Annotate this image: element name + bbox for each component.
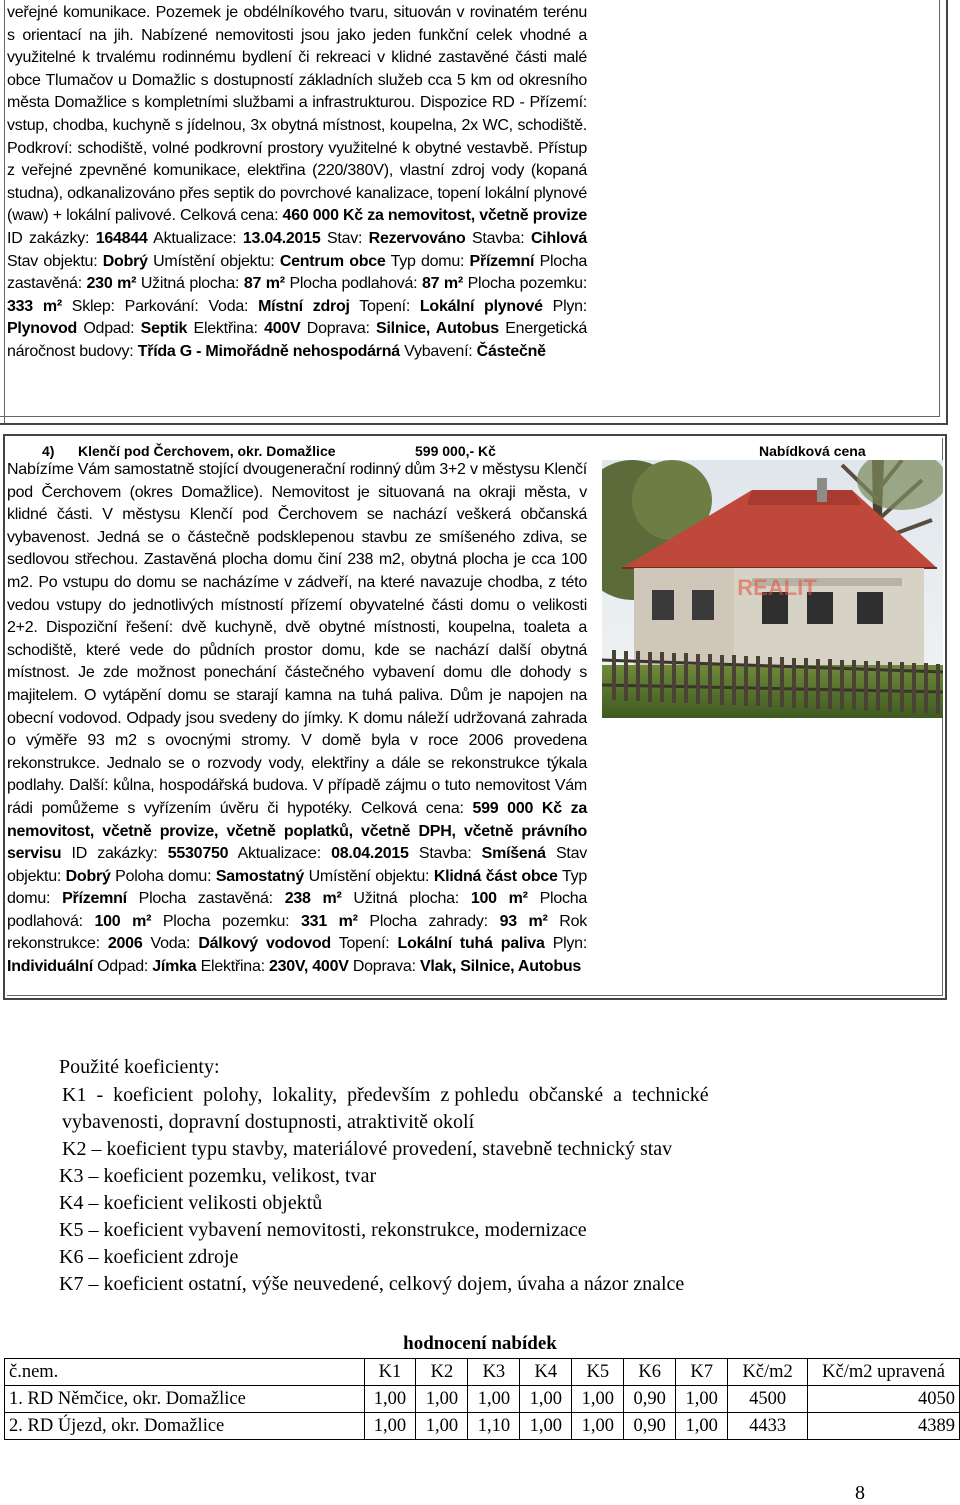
listing-location: Klenčí pod Čerchovem, okr. Domažlice	[78, 443, 336, 459]
text-run: Plocha podlahová:	[7, 890, 588, 930]
text-run: Rok rekonstrukce:	[7, 912, 588, 953]
text-run: Energetická náročnost budovy:	[7, 320, 587, 360]
text-run: Užitná plocha:	[341, 890, 471, 908]
text-run: Stav:	[320, 229, 369, 247]
text-run: Odpad:	[92, 958, 153, 976]
field-value: 164844	[95, 229, 148, 247]
field-value: 08.04.2015	[331, 845, 409, 863]
table-cell: 1,00	[572, 1413, 624, 1440]
text-run: Doprava:	[300, 320, 377, 338]
text-run: Plocha pozemku:	[151, 912, 302, 930]
text-run: Topení:	[349, 297, 420, 315]
field-value: Částečně	[476, 342, 546, 360]
text-run: Topení:	[330, 935, 398, 953]
text-run: Umístění objektu:	[304, 867, 434, 885]
text-run: Voda:	[142, 935, 199, 953]
coefficient-k4: K4 – koeficient velikosti objektů	[59, 1192, 323, 1214]
text-run: Elektřina:	[187, 320, 265, 338]
table-row	[5, 1413, 960, 1440]
field-value: Smíšená	[481, 845, 546, 863]
field-value: Vlak, Silnice, Autobus	[419, 958, 582, 976]
text-run: Nabízíme Vám samostatně stojící dvougenerační rodinný dům 3+2 v městysu Klenčí pod Čerchovem (okres Domažlice). Nemovitost je situovaná na okraji města, v klidné části. V městysu Klenčí pod Čerchovem se nachází veškerá občanská vybavenost. Jedná se o částečně podsklepenou stavbu ze smíšeného zdiva, se sedlovou střechou. Zastavěná plocha domu činí 238 m2, obytná plocha je cca 100 m2. Po vstupu do domu se nacházíme v zádveří, na které navazuje chodba, z této vedou vstupy do jednotlivých místností přízemí obyvatelné části domu o velikosti 2+2. Dispoziční řešení: dvě kuchyně, dvě obytné místnosti, koupelna, toaleta a schodiště, které vede do půdních prostor domu, kde se nachází další obytná místnost. Je zde možnost ponechání částečného vybavení domu dle dohody s majitelem. O vytápění domu se starají kamna na tuhá paliva. Dům je napojen na obecní vodovod. Odpady jsou svedeny do jímky. K domu náleží udržovaná zahrada o výměře 93 m2 s ovocnými stromy. V domě byla v roce 2006 provedena rekonstrukce. Jednalo se o rozvody vody, elektřiny a dále se rekonstrukce týkala podlahy. Další: kůlna, hospodářská budova. V případě zájmu o tuto nemovitost Vám rádi pomůžeme s vyřízením úvěru či hypotéky. Celková cena:	[7, 461, 587, 817]
field-value: Samostatný	[215, 867, 305, 885]
table-cell: 4050	[808, 1386, 960, 1413]
photo-watermark: REALIT	[737, 575, 817, 600]
table-cell: 1,00	[520, 1386, 572, 1413]
table-cell: 4500	[728, 1386, 808, 1413]
field-value: Centrum obce	[279, 252, 386, 270]
text-run: Stavba:	[408, 845, 482, 863]
field-value: 87 m²	[243, 275, 285, 293]
field-value: Dobrý	[102, 252, 148, 270]
field-value: 230V, 400V	[268, 958, 349, 976]
table-cell: 1. RD Němčice, okr. Domažlice	[5, 1386, 365, 1413]
text-run: Odpad:	[77, 320, 141, 338]
table-cell: 0,90	[624, 1386, 676, 1413]
field-value: Klidná část obce	[433, 867, 558, 885]
text-run: Vybavení:	[399, 342, 477, 360]
field-value: 333 m²	[7, 297, 62, 315]
field-value: 230 m²	[86, 275, 137, 293]
table-cell: 1,00	[364, 1386, 416, 1413]
listing-4-description	[7, 459, 587, 979]
table-header-row	[5, 1359, 960, 1386]
field-value: Individuální	[7, 958, 93, 976]
coefficient-k6: K6 – koeficient zdroje	[59, 1246, 239, 1268]
text-run: Sklep: Parkování: Voda:	[61, 297, 259, 315]
table-cell: 1,00	[520, 1413, 572, 1440]
header-cell: Kč/m2 upravená	[808, 1359, 960, 1386]
table-cell: 1,10	[468, 1413, 520, 1440]
house-photo	[602, 460, 943, 718]
table-cell: 1,00	[416, 1413, 468, 1440]
field-value: Lokální plynové	[419, 297, 543, 315]
header-cell: K1	[364, 1359, 416, 1386]
text-run: Plocha podlahová:	[284, 275, 422, 293]
field-value: Rezervováno	[368, 229, 466, 247]
text-run: ID zakázky:	[7, 229, 96, 247]
text-run: veřejné komunikace. Pozemek je obdélníkového tvaru, situován v rovinatém terénu s orientací na jih. Nabízené nemovitosti jsou jako jeden funkční celek vhodné a využitelné k trvalému rodinnému bydlení či rekreaci v klidné zastavěné části malé obce Tlumačov u Domažlic s dostupností základních služeb cca 5 km od okresního města Domažlice s kompletními službami a infrastrukturou. Dispozice RD - Přízemí: vstup, chodba, kuchyně s jídelnou, 3x obytná místnost, koupelna, 2x WC, schodiště. Podkroví: schodiště, volné podkrovní prostory využitelné k obytné vestavbě. Přístup z veřejné zpevněné komunikace, elektřina (220/380V), vlastní zdroj vody (kopaná studna), odkanalizováno přes septik do povrchové kanalizace, topení lokální plynové (waw) + lokální palivové. Celková cena:	[7, 4, 587, 225]
price-label: Nabídková cena	[759, 443, 866, 459]
table-cell: 0,90	[624, 1413, 676, 1440]
text-run: Plyn:	[542, 297, 587, 315]
text-run: Plocha zahrady:	[357, 912, 500, 930]
field-value: 460 000 Kč za nemovitost, včetně provize	[282, 207, 587, 225]
table-cell: 4389	[808, 1413, 960, 1440]
header-cell: Kč/m2	[728, 1359, 808, 1386]
header-cell: K7	[676, 1359, 728, 1386]
field-value: 100 m²	[94, 912, 152, 930]
page-number: 8	[855, 1482, 865, 1504]
header-cell: K6	[624, 1359, 676, 1386]
field-value: 13.04.2015	[242, 229, 321, 247]
field-value: 400V	[264, 320, 301, 338]
field-value: Místní zdroj	[258, 297, 350, 315]
table-cell: 1,00	[572, 1386, 624, 1413]
text-run: Užitná plocha:	[136, 275, 244, 293]
text-run: Elektřina:	[196, 958, 269, 976]
field-value: Dálkový vodovod	[198, 935, 331, 953]
field-value: Přízemní	[469, 252, 535, 270]
field-value: Plynovod	[7, 320, 78, 338]
table-row	[5, 1386, 960, 1413]
field-value: 87 m²	[421, 275, 463, 293]
field-value: 599 000 Kč za nemovitost, včetně provize, včetně poplatků, včetně DPH, včetně právního servisu	[7, 799, 588, 863]
text-run: Aktualizace:	[228, 845, 332, 863]
coefficient-k3: K3 – koeficient pozemku, velikost, tvar	[59, 1165, 377, 1187]
field-value: Přízemní	[62, 890, 127, 908]
field-value: Třída G - Mimořádně nehospodárná	[137, 342, 400, 360]
listing-3-description	[7, 2, 587, 364]
text-run: Plocha pozemku:	[462, 275, 588, 293]
text-run: Umístění objektu:	[147, 252, 280, 270]
table-cell: 1,00	[416, 1386, 468, 1413]
header-cell: K2	[416, 1359, 468, 1386]
field-value: 2006	[107, 935, 143, 953]
table-cell: 1,00	[468, 1386, 520, 1413]
header-cell: K4	[520, 1359, 572, 1386]
box-border	[4, 0, 5, 423]
field-value: 100 m²	[470, 890, 528, 908]
coefficient-k2: K2 – koeficient typu stavby, materiálové provedení, stavebně technický stav	[62, 1138, 673, 1160]
field-value: 93 m²	[499, 912, 548, 930]
field-value: Silnice, Autobus	[376, 320, 499, 338]
header-cell: č.nem.	[5, 1359, 365, 1386]
table-title: hodnocení nabídek	[403, 1333, 557, 1354]
field-value: Dobrý	[65, 867, 111, 885]
listing-price: 599 000,- Kč	[415, 443, 496, 459]
text-run: Poloha domu:	[110, 867, 216, 885]
table-cell: 2. RD Újezd, okr. Domažlice	[5, 1413, 365, 1440]
text-run: Plocha zastavěná:	[7, 252, 587, 293]
coefficient-k5: K5 – koeficient vybavení nemovitosti, rekonstrukce, modernizace	[59, 1219, 587, 1241]
text-run: Aktualizace:	[147, 229, 243, 247]
text-run: Stav objektu:	[7, 845, 587, 885]
text-run: Plyn:	[544, 935, 588, 953]
table-cell: 1,00	[676, 1386, 728, 1413]
field-value: 331 m²	[301, 912, 358, 930]
listing-number: 4)	[42, 443, 55, 459]
field-value: Cihlová	[530, 229, 587, 247]
field-value: Lokální tuhá paliva	[397, 935, 545, 953]
coefficient-k1-continued: vybavenosti, dopravní dostupnosti, atraktivitě okolí	[62, 1111, 475, 1133]
evaluation-table	[4, 1358, 960, 1440]
coefficient-k7: K7 – koeficient ostatní, výše neuvedené, celkový dojem, úvaha a názor znalce	[59, 1273, 685, 1295]
field-value: 238 m²	[284, 890, 342, 908]
coefficient-k1: K1 - koeficient polohy, lokality, především z pohledu občanské a technické	[62, 1084, 709, 1106]
field-value: Septik	[140, 320, 188, 338]
field-value: 5530750	[167, 845, 229, 863]
text-run: Typ domu:	[385, 252, 470, 270]
text-run: Typ domu:	[7, 867, 588, 908]
text-run: Doprava:	[348, 958, 420, 976]
coefficients-title: Použité koeficienty:	[59, 1056, 220, 1078]
table-cell: 1,00	[676, 1413, 728, 1440]
header-cell: K3	[468, 1359, 520, 1386]
house-image	[602, 460, 943, 718]
table-cell: 1,00	[364, 1413, 416, 1440]
text-run: Stav objektu:	[7, 252, 103, 270]
table-cell: 4433	[728, 1413, 808, 1440]
text-run: Stavba:	[465, 229, 531, 247]
text-run: Plocha zastavěná:	[126, 890, 285, 908]
field-value: Jímka	[152, 958, 197, 976]
text-run: ID zakázky:	[61, 845, 168, 863]
header-cell: K5	[572, 1359, 624, 1386]
